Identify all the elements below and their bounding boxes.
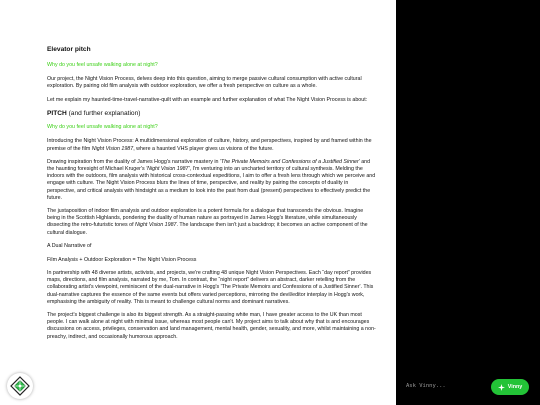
pitch-rest: (and further explanation) (66, 110, 141, 118)
text-run: Introducing the Night Vision Process: A multidimensional exploration of culture, history, and perspectives, inspired by and framed within the premise of the film (47, 138, 372, 152)
paragraph-intro: Our project, the Night Vision Process, delves deep into this question, aiming to merge passive cultural consumption with active cultural exploration. By pairing old film analysis with outdoor exploration, we offer a fresh perspective on culture as a whole. (47, 76, 362, 90)
side-panel (396, 0, 540, 405)
paragraph-dual-narrative: A Dual Narrative of (47, 243, 92, 250)
pitch-heading (47, 110, 377, 118)
ask-vinny-input[interactable] (406, 383, 486, 389)
text-run: The juxtaposition of indoor film analysis and outdoor exploration is a potent formula for a dialogue that transcends the obvious. Imagine being in the Scottish Highlands, pondering the duality of human nature as portrayed in James Hogg's literature, while simultaneously dissecting the retro-futuristic tones of (47, 208, 364, 229)
film-title: Night Vision 1987 (91, 145, 134, 152)
book-title: 'The Private Memoirs and Confessions of a Justified Sinner' (219, 159, 360, 166)
text-run: , where a haunted VHS player gives us visions of the future. (133, 145, 274, 152)
question-line-2: Why do you feel unsafe walking alone at night? (47, 124, 158, 131)
film-title: Night Vision 1987 (135, 222, 177, 229)
diamond-logo-icon (10, 376, 30, 396)
pitch-bold: PITCH (47, 110, 67, 118)
doc-heading: Elevator pitch (47, 46, 91, 53)
paragraph-formula: Film Analysis + Outdoor Exploration = The Night Vision Process (47, 256, 197, 263)
paragraph-explain: Let me explain my haunted-time-travel-narrative-quilt with an example and further explanation of what The Night Vision Process is about: (47, 96, 368, 103)
question-line: Why do you feel unsafe walking alone at night? (47, 62, 158, 68)
text-run: . The landscape then isn't just a backdrop; it becomes an active component of the cultural dialogue. (47, 222, 368, 236)
paragraph-introducing (47, 138, 377, 152)
film-title: 'Night Vision 1987' (146, 166, 190, 173)
vinny-button[interactable] (491, 379, 529, 395)
paragraph-juxtaposition (47, 208, 377, 236)
text-run: and the haunting foresight of Michael Kruger's (47, 159, 371, 173)
app-logo[interactable] (7, 373, 33, 399)
text-run: , I'm venturing into an uncharted territory of cultural synthesis. Melding the indoors with the outdoors, film analysis with historical cross-contextual expeditions, I aim to offer a fresh lens through which we perceive and engage with culture. The Night Vision Process blurs the lines of time, perspective, and reality by pairing the concepts of duality in perspective, and critical analysis with hindsight as a medium to look into the past from dual (present) perspectives to effectively predict the future. (47, 166, 376, 201)
paragraph-challenge: The project's biggest challenge is also its biggest strength. As a straight-passing white man, I have greater access to the UK than most people. I can walk alone at night with minimal issue, whereas most people can't. My project aims to talk about why that is and encourages discussions on access, privileges, conservation and land management, mental health, gender, sexuality, and more, whilst maintaining a non-preachy, indirect, and occasionally humorous approach. (47, 312, 376, 340)
text-run: Drawing inspiration from the duality of James Hogg's narrative mastery in (47, 159, 220, 166)
sparkle-icon (498, 384, 505, 391)
paragraph-partnership: In partnership with 48 diverse artists, activists, and projects, we're crafting 48 unique Night Vision Perspectives. Each “day report” provides maps, directions, and film analysis, narrated by me, Tom. In contrast, the “night report” delivers an abstract, darker retelling from the collaborating artist's viewpoint, reminiscent of the dual-narrative in Hogg's 'The Private Memoirs and Confessions of a Justified Sinner'. This dual-narrative captures the essence of the same events but offers varied perceptions, mirroring the devil/editor interplay in Hogg's work, emphasising the ambiguity of reality. This is meant to challenge cultural norms and dominant narratives. (47, 270, 374, 305)
paragraph-inspiration (47, 159, 377, 202)
document-content (47, 46, 377, 347)
vinny-button-label: Vinny (507, 384, 523, 390)
